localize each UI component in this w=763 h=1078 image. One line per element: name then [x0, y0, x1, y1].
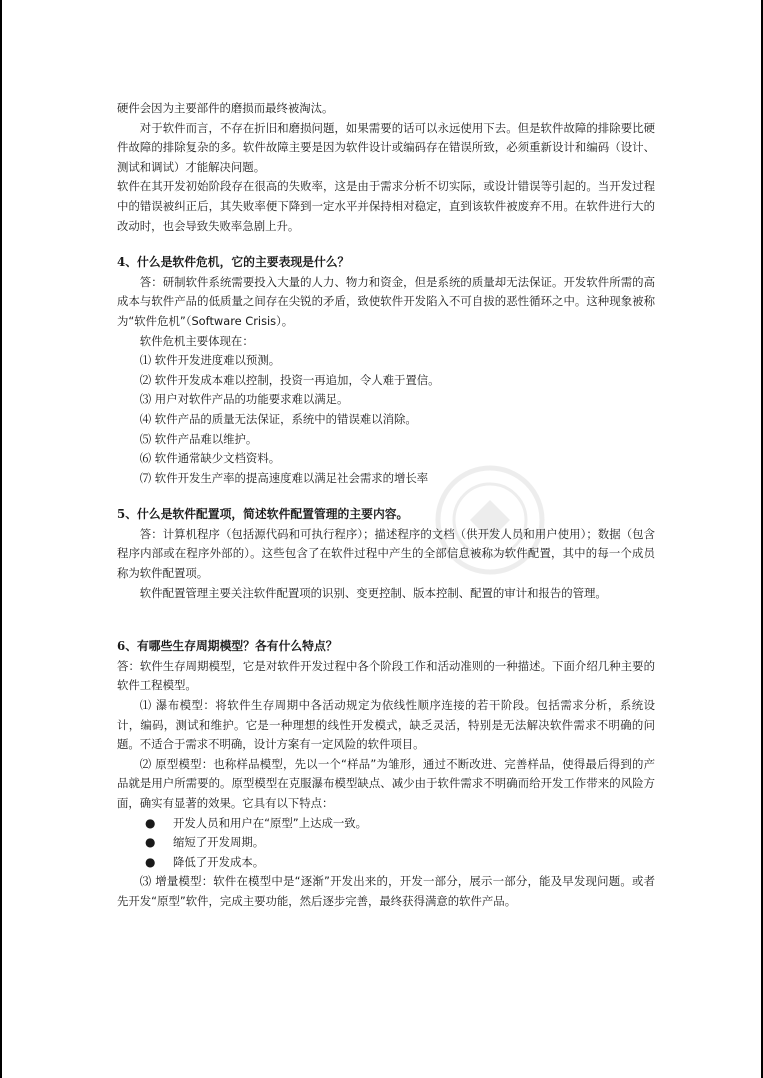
model-incremental: ⑶ 增量模型：软件在模型中是“逐渐”开发出来的，开发一部分，展示一部分，能及早发现问题。或者先开发“原型”软件，完成主要功能，然后逐步完善，最终获得满意的软件产品。: [117, 874, 655, 908]
section-heading: 5、什么是软件配置项，简述软件配置管理的主要内容。: [117, 507, 409, 522]
section-heading: 4、什么是软件危机，它的主要表现是什么？: [117, 255, 350, 270]
list-item: ⑴ 软件开发进度难以预测。: [139, 353, 281, 368]
spacer: [117, 236, 655, 253]
list-item: ⑶ 用户对软件产品的功能要求难以满足。: [139, 392, 349, 407]
paragraph: 软件配置管理主要关注软件配置项的识别、变更控制、版本控制、配置的审计和报告的管理。: [139, 585, 607, 600]
list-item: ⑺ 软件开发生产率的提高速度难以满足社会需求的增长率: [139, 470, 429, 485]
list-item: ⑹ 软件通常缺少文档资料。: [139, 451, 281, 466]
section-heading: 6、有哪些生存周期模型？各有什么特点？: [117, 639, 338, 654]
page-border-left: [0, 0, 2, 1078]
answer-paragraph: 答：研制软件系统需要投入大量的人力、物力和资金，但是系统的质量却无法保证。开发软件所需的高成本与软件产品的低质量之间存在尖锐的矛盾，致使软件开发陷入不可自拔的恶性循环之中。这种现象被称为“软件危机”（Software Crisis）。: [117, 274, 655, 328]
bullet-item: [117, 853, 655, 873]
bullet-text: 开发人员和用户在“原型”上达成一致。: [173, 815, 368, 830]
bullet-text: 缩短了开发周期。: [173, 835, 265, 850]
bullet-dot-icon: ●: [145, 835, 156, 850]
section-q4: [117, 253, 655, 488]
model-prototype: ⑵ 原型模型：也称样品模型，先以一个“样品”为雏形，通过不断改进、完善样品，使得最后得到的产品就是用户所需要的。原型模型在克服瀑布模型缺点、减少由于软件需求不明确而给开发工作带来的风险方面，确实有显著的效果。它具有以下特点：: [117, 756, 655, 810]
bullet-dot-icon: ●: [145, 854, 156, 869]
list-item: ⑸ 软件产品难以维护。: [139, 431, 258, 446]
section-q6: [117, 637, 655, 911]
section-q5: [117, 505, 655, 603]
bullet-item: [117, 833, 655, 853]
document-page: [117, 99, 655, 912]
paragraph: 硬件会因为主要部件的磨损而最终被淘汰。: [117, 101, 334, 115]
answer-paragraph: 答：计算机程序（包括源代码和可执行程序）；描述程序的文档（供开发人员和用户使用）；数据（包含程序内部或在程序外部的）。这些包含了在软件过程中产生的全部信息被称为软件配置，其中的每一个成员称为软件配置项。: [117, 526, 655, 581]
list-item: ⑵ 软件开发成本难以控制，投资一再追加，令人难于置信。: [139, 372, 440, 387]
paragraph: 对于软件而言，不存在折旧和磨损问题，如果需要的话可以永远使用下去。但是软件故障的排除要比硬件故障的排除复杂的多。软件故障主要是因为软件设计或编码存在错误所致，必须重新设计和编码（设计、测试和调试）才能解决问题。: [117, 120, 655, 174]
list-item: ⑷ 软件产品的质量无法保证，系统中的错误难以消除。: [139, 411, 417, 426]
paragraph: 软件在其开发初始阶段存在很高的失败率，这是由于需求分析不切实际，或设计错误等引起的。当开发过程中的错误被纠正后，其失败率便下降到一定水平并保持相对稳定，直到该软件被废弃不用。在软件进行大的改动时，也会导致失败率急剧上升。: [117, 179, 655, 233]
model-waterfall: ⑴ 瀑布模型：将软件生存周期中各活动规定为依线性顺序连接的若干阶段。包括需求分析，系统设计，编码，测试和维护。它是一种理想的线性开发模式，缺乏灵活，特别是无法解决软件需求不明确的问题。不适合于需求不明确，设计方案有一定风险的软件项目。: [117, 698, 655, 752]
bullet-item: [117, 814, 655, 834]
bullet-text: 降低了开发成本。: [173, 854, 265, 869]
bullet-dot-icon: ●: [145, 815, 156, 830]
spacer: [117, 603, 655, 637]
list-intro: 软件危机主要体现在：: [139, 333, 254, 348]
spacer: [117, 488, 655, 505]
answer-paragraph: 答：软件生存周期模型，它是对软件开发过程中各个阶段工作和活动准则的一种描述。下面介绍几种主要的软件工程模型。: [117, 658, 655, 693]
